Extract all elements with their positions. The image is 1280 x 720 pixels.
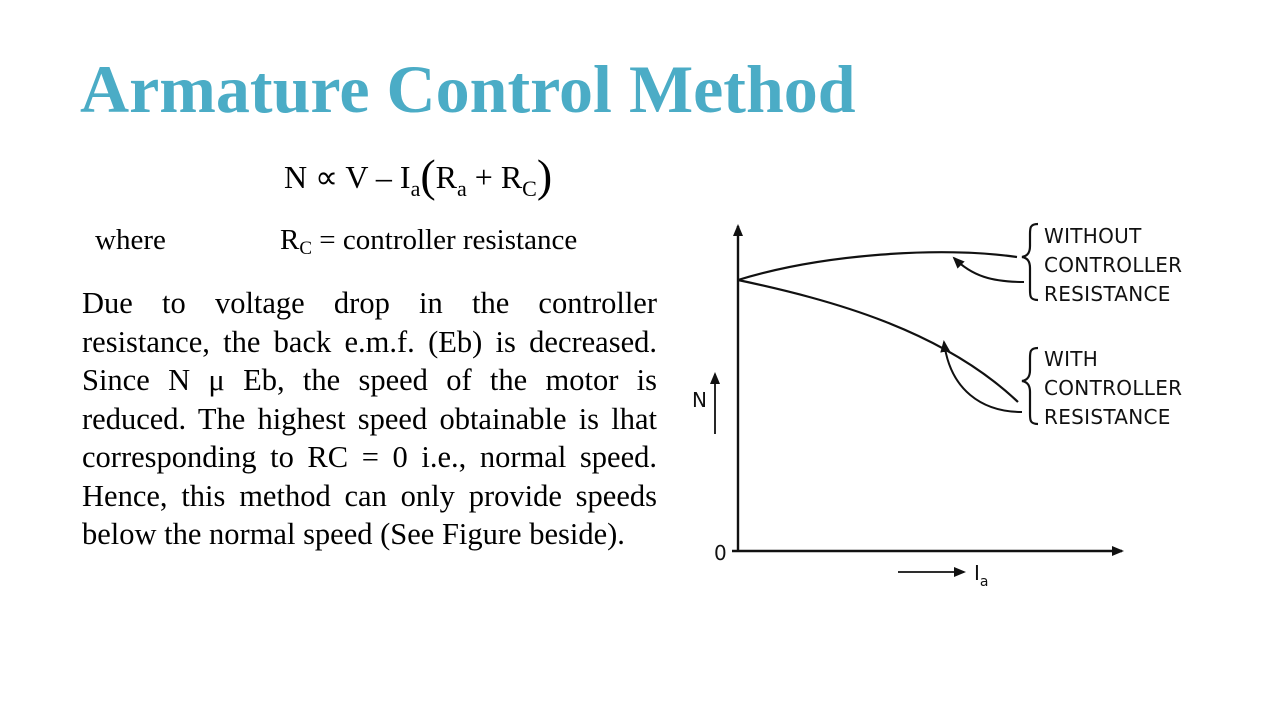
formula-close-paren: ) [536,150,553,201]
controller-resistance-symbol: $R_C$ [280,224,313,259]
slide-title: Armature Control Method [80,51,856,127]
where-label: where [95,224,166,256]
formula-armature-resistance: $R_a$ [435,159,467,201]
formula-plus: + [474,159,493,195]
formula-controller-resistance: $R_C$ [500,159,537,201]
formula-proportional-symbol: ∝ [315,159,338,195]
controller-resistance-definition: = controller resistance [319,224,578,256]
where-definition [95,220,577,269]
brace-with [1022,348,1038,424]
explanation-paragraph: Due to voltage drop in the controller resistance, the back e.m.f. (Eb) is decreased. Since N μ Eb, the speed of the motor is reduced. The highest speed obtainable is lhat corresponding to RC = 0 i.e., normal speed. Hence, this method can only provide speeds below the normal speed (See Figure beside). [82,286,657,551]
brace-without [1022,224,1038,300]
formula-n: N [284,159,308,195]
pointer-arrow-without [954,258,1024,282]
label-with-line2: CONTROLLER [1044,376,1183,400]
label-without-line2: CONTROLLER [1044,253,1183,277]
label-without-line3: RESISTANCE [1044,282,1171,306]
formula-open-paren: ( [420,150,436,201]
formula-minus: – [375,159,392,195]
curve-without-controller-resistance [738,252,1017,280]
y-axis-label: N [692,388,707,412]
curve-with-controller-resistance [738,280,1018,402]
pointer-arrow-with [944,342,1022,412]
x-axis-label: $I_a$ [974,561,989,590]
speed-current-diagram [682,210,1222,590]
label-with-line3: RESISTANCE [1044,405,1171,429]
label-without-line1: WITHOUT [1044,224,1142,248]
speed-current-figure [682,210,1222,590]
origin-label: 0 [714,541,727,565]
formula-armature-current: $I_a$ [399,159,421,201]
formula-v: V [345,159,368,195]
speed-formula [284,150,552,215]
label-with-line1: WITH [1044,347,1099,371]
